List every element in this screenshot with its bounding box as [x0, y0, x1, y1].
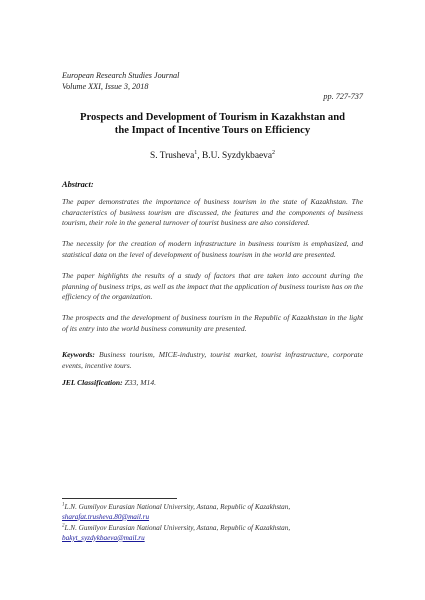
author-affiliation-mark-1: 1	[194, 149, 198, 156]
jel-classification	[62, 378, 156, 387]
author-separator: ,	[197, 151, 202, 161]
footnote-affiliation-2: L.N. Gumilyov Eurasian National University, Astana, Republic of Kazakhstan,	[64, 524, 291, 532]
abstract-paragraph-1: The paper demonstrates the importance of business tourism in the state of Kazakhstan. The characteristics of business tourism are discussed, the features and the components of business tourism, their role in the general turnover of tourist business are also considered.	[62, 197, 363, 227]
footnote-mark-2: 2	[62, 523, 65, 529]
page-range: pp. 727-737	[323, 92, 363, 101]
abstract-paragraph-3: The paper highlights the results of a study of factors that are taken into account during the planning of business trips, as well as the impact that the application of business tourism has on the efficiency of the organization.	[62, 271, 363, 301]
footnote-mark-1: 1	[62, 502, 65, 508]
abstract-heading: Abstract:	[62, 180, 94, 189]
author-name-2: B.U. Syzdykbaeva	[201, 151, 273, 161]
paper-title	[55, 111, 370, 137]
keywords	[62, 350, 363, 371]
author-list	[62, 151, 363, 161]
author-name-1: S. Trusheva	[149, 151, 195, 161]
keywords-text: Business tourism, MICE-industry, tourist market, tourist infrastructure, corporate events, incentive tours.	[62, 350, 363, 370]
jel-codes: Z33, M14.	[122, 378, 157, 387]
paper-title-line-2: the Impact of Incentive Tours on Efficiency	[114, 125, 311, 136]
jel-label: JEL Classification:	[62, 378, 123, 387]
footnote-affiliation-1: L.N. Gumilyov Eurasian National University, Astana, Republic of Kazakhstan,	[64, 503, 291, 511]
journal-volume: Volume XXI, Issue 3, 2018	[62, 82, 149, 91]
author-affiliation-mark-2: 2	[272, 149, 276, 156]
journal-info	[62, 70, 179, 92]
journal-name: European Research Studies Journal	[62, 71, 180, 80]
keywords-label: Keywords:	[62, 350, 95, 359]
footnote-2	[62, 524, 363, 543]
abstract-paragraph-4: The prospects and the development of business tourism in the Republic of Kazakhstan in the light of its entry into the world business community are presented.	[62, 313, 363, 333]
author-email-link-1[interactable]: sharafat.trusheva.80@mail.ru	[62, 512, 150, 521]
footnote-divider	[62, 498, 177, 499]
author-email-link-2[interactable]: bakyt_syzdykbaeva@mail.ru	[62, 533, 145, 542]
paper-title-line-1: Prospects and Development of Tourism in Kazakhstan and	[80, 112, 345, 123]
abstract-paragraph-2: The necessity for the creation of modern infrastructure in business tourism is emphasized, and statistical data on the level of development of business tourism in the world are presented.	[62, 239, 363, 259]
footnote-1	[62, 503, 363, 522]
